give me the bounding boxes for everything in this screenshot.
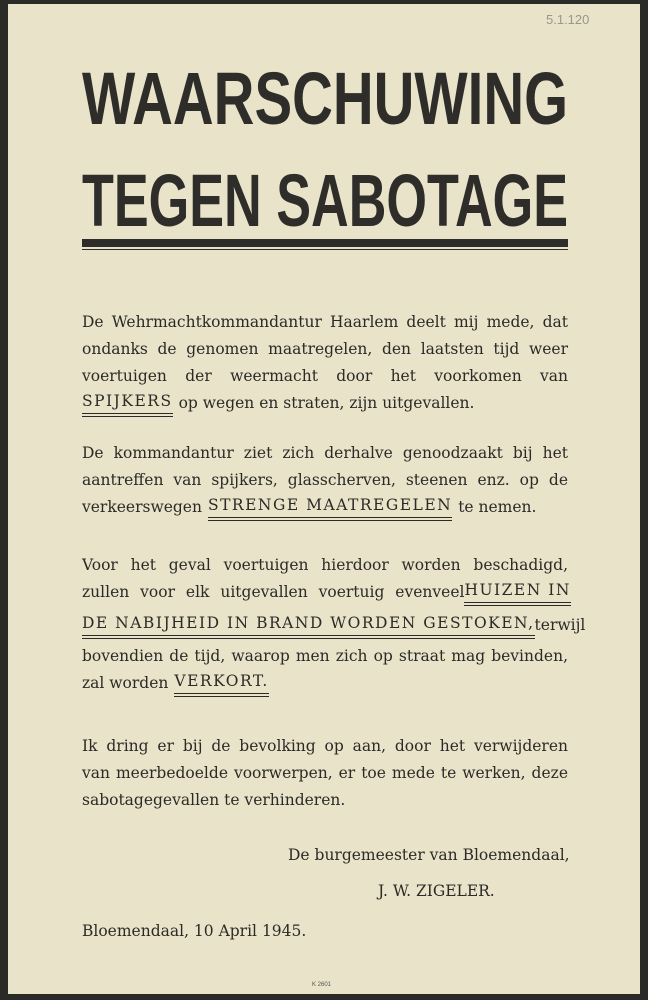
text-segment: ondanks de genomen maatregelen, den laatsten tijd weer: [82, 340, 568, 358]
text-line: [82, 390, 568, 417]
text-segment: te nemen.: [458, 498, 537, 516]
text-line: [82, 733, 568, 760]
emphasized-text: STRENGE MAATREGELEN: [208, 494, 452, 521]
text-segment: bovendien de tijd, waarop men zich op straat mag bevinden,: [82, 647, 568, 665]
text-segment: terwijl: [534, 616, 586, 634]
text-line: [82, 467, 568, 494]
signature-title: De burgemeester van Bloemendaal,: [288, 846, 570, 864]
text-segment: sabotagegevallen te verhinderen.: [82, 791, 346, 809]
text-line: [82, 336, 568, 363]
text-segment: zal worden: [82, 674, 169, 692]
text-line: [82, 670, 568, 697]
text-line: [82, 787, 568, 814]
title-line-1: WAARSCHUWING: [82, 60, 568, 140]
text-line: [82, 552, 568, 579]
paragraph: [82, 309, 568, 417]
paragraph: [82, 552, 586, 697]
title-rule-thin: [82, 249, 568, 250]
text-line: [82, 363, 568, 390]
text-line: [82, 612, 586, 639]
paragraph: [82, 733, 568, 814]
text-line: [82, 760, 568, 787]
text-line: [82, 309, 568, 336]
signature-name: J. W. ZIGELER.: [378, 882, 495, 900]
text-segment: Ik dring er bij de bevolking op aan, door het verwijderen: [82, 737, 568, 755]
printer-mark: K 2601: [312, 982, 332, 988]
text-line: [82, 440, 568, 467]
emphasized-text: VERKORT.: [174, 670, 268, 697]
emphasized-text: SPIJKERS: [82, 390, 173, 417]
text-line: [82, 579, 571, 606]
date-line: Bloemendaal, 10 April 1945.: [82, 922, 307, 940]
text-segment: op wegen en straten, zijn uitgevallen.: [178, 394, 475, 412]
text-segment: van meerbedoelde voorwerpen, er toe mede te werken, deze: [82, 764, 568, 782]
text-segment: aantreffen van spijkers, glasscherven, steenen enz. op de: [82, 471, 568, 489]
title-rule-thick: [82, 239, 568, 247]
text-line: [82, 494, 568, 521]
text-line: [82, 643, 568, 670]
emphasized-text: HUIZEN IN: [464, 579, 570, 606]
title-line-2: TEGEN SABOTAGE: [82, 159, 568, 235]
catalog-number: 5.1.120: [546, 12, 590, 27]
text-segment: Voor het geval voertuigen hierdoor worden beschadigd,: [82, 556, 568, 574]
text-segment: De kommandantur ziet zich derhalve genoodzaakt bij het: [82, 444, 568, 462]
paragraph: [82, 440, 568, 521]
text-segment: De Wehrmachtkommandantur Haarlem deelt mij mede, dat: [82, 313, 568, 331]
emphasized-text: DE NABIJHEID IN BRAND WORDEN GESTOKEN,: [82, 612, 535, 639]
text-segment: verkeerswegen: [82, 498, 202, 516]
text-segment: voertuigen der weermacht door het voorkomen van: [82, 367, 568, 385]
text-segment: zullen voor elk uitgevallen voertuig evenveel: [82, 583, 465, 601]
poster-title: [82, 60, 568, 235]
